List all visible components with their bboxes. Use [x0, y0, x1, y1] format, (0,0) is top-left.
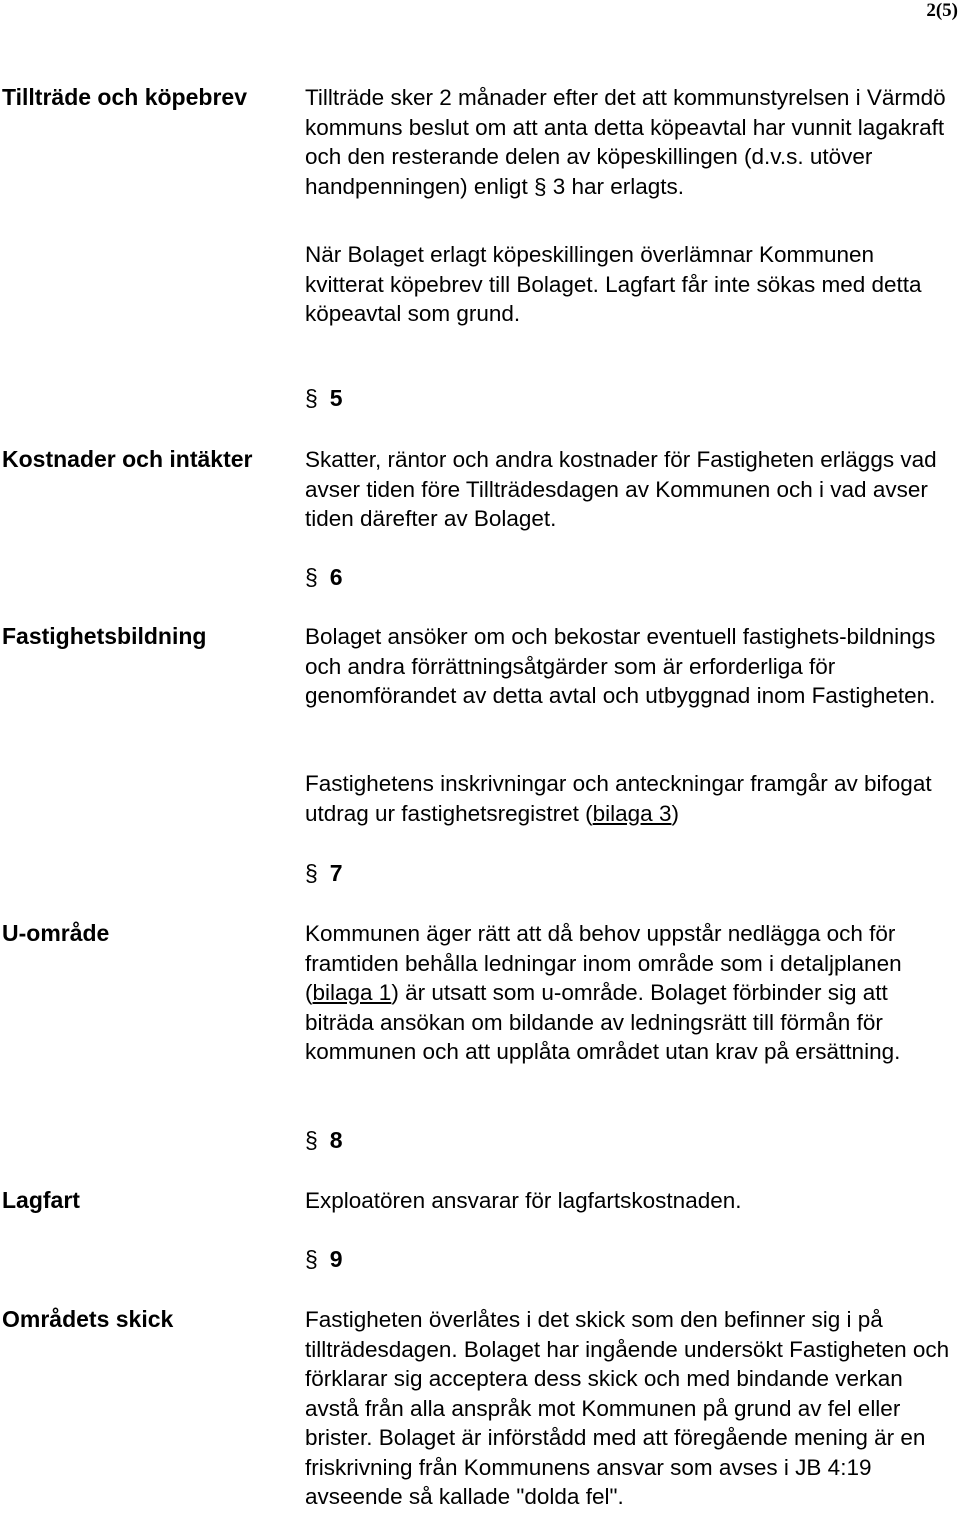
section-number: 6	[329, 564, 343, 590]
label-u-omrade: U-område	[2, 920, 110, 946]
section-heading-8	[305, 1126, 343, 1156]
paragraph-kostnader: Skatter, räntor och andra kostnader för Fastigheten erläggs vad avser tiden före Tillträdesdagen av Kommunen och i vad avser tiden därefter av Bolaget.	[305, 447, 937, 531]
section-heading-9	[305, 1245, 343, 1275]
label-omradets-skick: Områdets skick	[2, 1306, 174, 1332]
label-lagfart: Lagfart	[2, 1187, 80, 1213]
paragraph-fastighetsbildning-1: Bolaget ansöker om och bekostar eventuell fastighets-bildnings och andra förrättningsåtgärder som är erforderliga för genomförandet av detta avtal och utbyggnad inom Fastigheten.	[305, 624, 936, 708]
section-heading-6	[305, 563, 343, 593]
paragraph-sign-icon: §	[305, 860, 318, 886]
paragraph-fastighetsbildning-2	[305, 769, 955, 828]
paragraph-sign-icon: §	[305, 1127, 318, 1153]
paragraph-sign-icon: §	[305, 385, 318, 411]
paragraph-tilltrade-1: Tillträde sker 2 månader efter det att kommunstyrelsen i Värmdö kommuns beslut om att anta detta köpeavtal har vunnit lagakraft och den resterande delen av köpeskillingen (d.v.s. utöver handpenningen) enligt § 3 har erlagts.	[305, 85, 946, 199]
text: ) är utsatt som u-område. Bolaget förbinder sig att biträda ansökan om bildande av ledningsrätt till förmån för kommunen och att upplåta området utan krav på ersättning.	[305, 980, 901, 1064]
section-heading-7	[305, 859, 343, 889]
section-heading-5	[305, 384, 343, 414]
text: )	[671, 800, 679, 826]
section-number: 7	[329, 860, 343, 886]
page-number: 2(5)	[926, 0, 958, 21]
text: Fastighetens inskrivningar och anteckningar framgår av bifogat utdrag ur fastighetsregistret (	[305, 771, 932, 826]
label-tilltrade: Tillträde och köpebrev	[2, 84, 247, 110]
section-number: 9	[329, 1246, 343, 1272]
paragraph-lagfart: Exploatören ansvarar för lagfartskostnaden.	[305, 1188, 742, 1213]
section-number: 8	[329, 1127, 343, 1153]
paragraph-u-omrade	[305, 919, 955, 1067]
label-fastighetsbildning: Fastighetsbildning	[2, 623, 207, 649]
label-kostnader: Kostnader och intäkter	[2, 446, 253, 472]
paragraph-sign-icon: §	[305, 564, 318, 590]
paragraph-tilltrade-2: När Bolaget erlagt köpeskillingen överlämnar Kommunen kvitterat köpebrev till Bolaget. Lagfart får inte sökas med detta köpeavtal som grund.	[305, 242, 922, 326]
attachment-link-bilaga-1: bilaga 1	[312, 980, 392, 1005]
paragraph-sign-icon: §	[305, 1246, 318, 1272]
text: Kommunen äger rätt att då behov uppstår nedlägga och för framtiden behålla ledningar inom område som i detaljplanen (	[305, 921, 902, 1005]
attachment-link-bilaga-3: bilaga 3	[592, 800, 672, 826]
paragraph-omradets-skick: Fastigheten överlåtes i det skick som den befinner sig i på tillträdesdagen. Bolaget har ingående undersökt Fastigheten och förklarar sig acceptera dess skick och med bindande verkan avstå från alla anspråk mot Kommunen på grund av fel eller brister. Bolaget är införstådd med att föregående mening är en friskrivning från Kommunens ansvar som avses i JB 4:19 avseende så kallade "dolda fel".	[305, 1307, 950, 1509]
section-number: 5	[329, 385, 343, 411]
